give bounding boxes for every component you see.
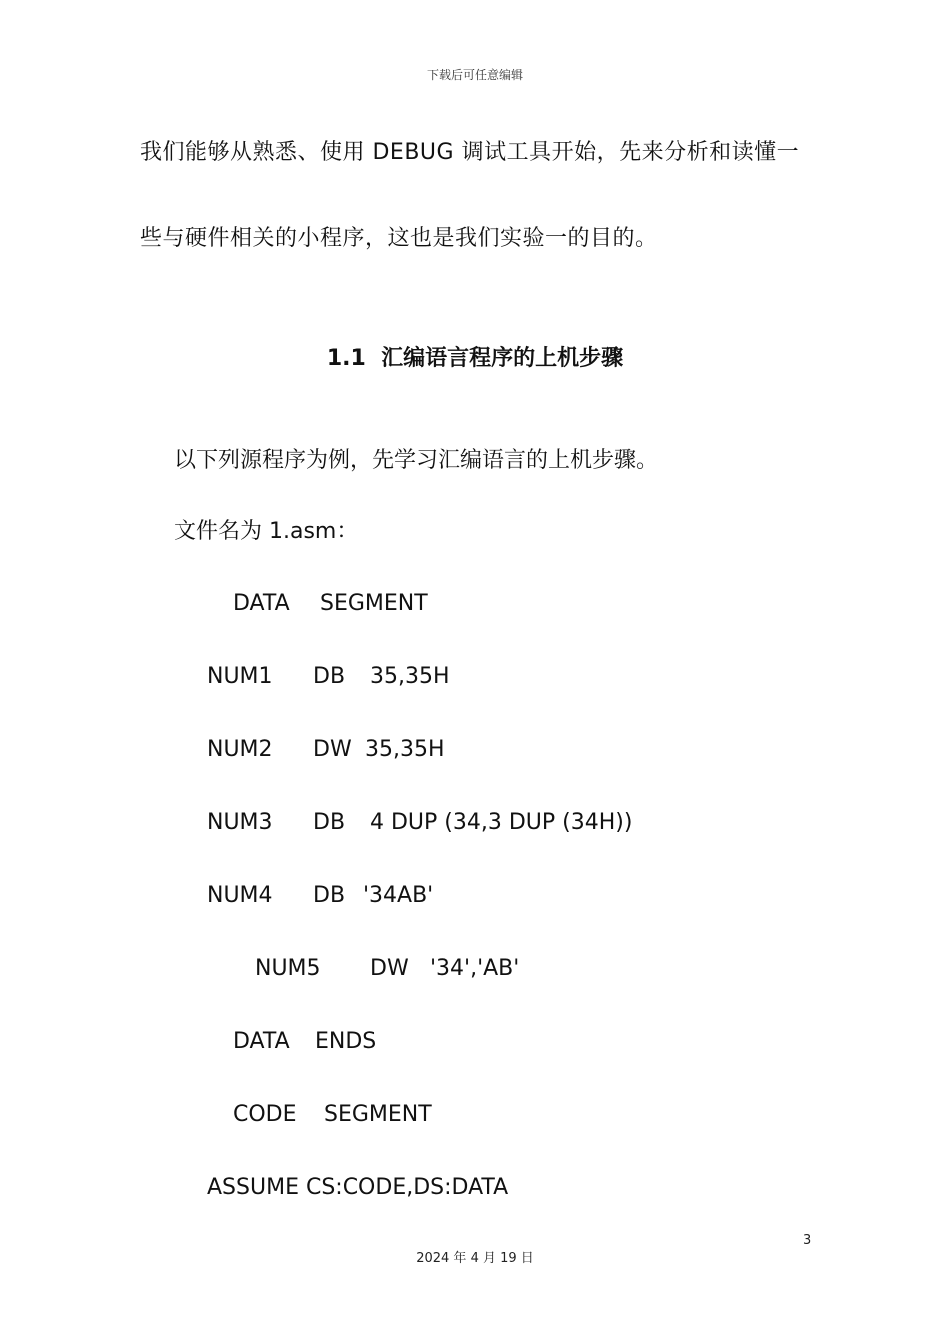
code-num2-label: NUM2 <box>207 737 273 762</box>
code-num4-value: '34AB' <box>363 883 434 908</box>
code-data-label: DATA <box>233 591 290 616</box>
intro-line-2: 些与硬件相关的小程序，这也是我们实验一的目的。 <box>140 226 658 251</box>
code-num5-type: DW <box>370 956 409 981</box>
section-title: 1.1 汇编语言程序的上机步骤 <box>326 346 624 371</box>
code-num5-value: '34','AB' <box>430 956 520 981</box>
footer-date: 2024 年 4 月 19 日 <box>416 1251 534 1266</box>
page-header: 下载后可任意编辑 <box>426 68 523 82</box>
code-data-ends-label: DATA <box>233 1029 290 1054</box>
code-num4-label: NUM4 <box>207 883 273 908</box>
code-num1-label: NUM1 <box>207 664 273 689</box>
code-data-ends-directive: ENDS <box>315 1029 377 1054</box>
code-num3-label: NUM3 <box>207 810 273 835</box>
code-num4-type: DB <box>313 883 346 908</box>
code-num1-type: DB <box>313 664 346 689</box>
intro-line-1: 我们能够从熟悉、使用 DEBUG 调试工具开始，先来分析和读懂一 <box>140 140 800 165</box>
page-number: 3 <box>803 1233 812 1248</box>
body-line-1: 以下列源程序为例，先学习汇编语言的上机步骤。 <box>174 448 659 473</box>
code-num3-value: 4 DUP (34,3 DUP (34H)) <box>370 810 633 835</box>
code-num2-type: DW <box>313 737 352 762</box>
body-line-filename: 文件名为 1.asm： <box>174 519 359 544</box>
code-num3-type: DB <box>313 810 346 835</box>
code-data-directive: SEGMENT <box>320 591 428 616</box>
code-assume-line: ASSUME CS:CODE,DS:DATA <box>207 1175 509 1200</box>
code-num1-value: 35,35H <box>370 664 450 689</box>
code-code-label: CODE <box>233 1102 297 1127</box>
code-num5-label: NUM5 <box>255 956 321 981</box>
code-num2-value: 35,35H <box>365 737 445 762</box>
code-code-directive: SEGMENT <box>324 1102 432 1127</box>
